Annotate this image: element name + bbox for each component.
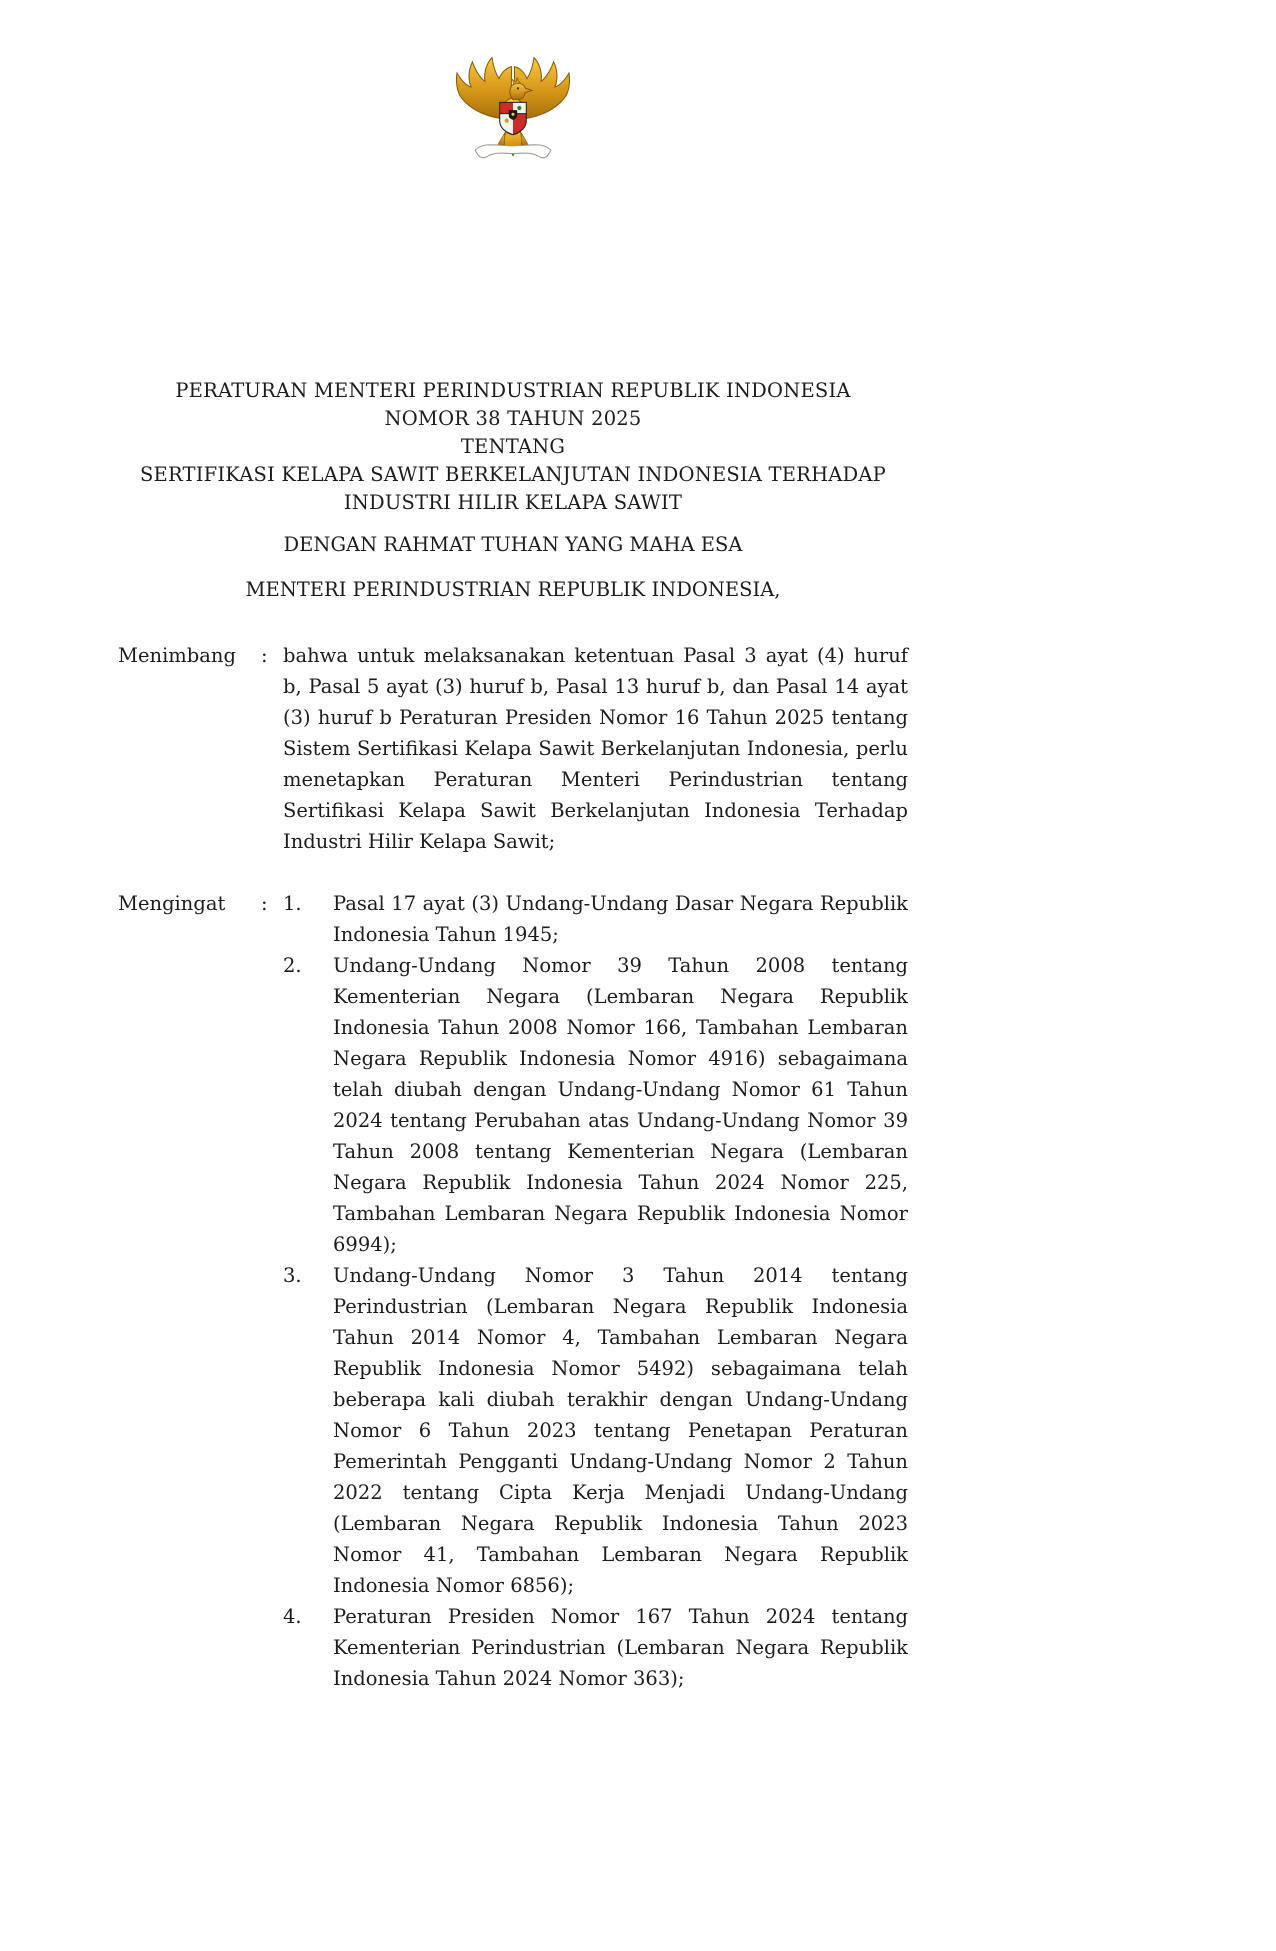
invocation-line: DENGAN RAHMAT TUHAN YANG MAHA ESA [283,533,743,556]
legal-basis-item-number: 3. [283,1264,302,1287]
authority-line: MENTERI PERINDUSTRIAN REPUBLIK INDONESIA, [245,578,781,601]
document-content-column [118,0,908,1694]
legal-basis-label: Mengingat [118,892,226,915]
title-line-subject-2: INDUSTRI HILIR KELAPA SAWIT [343,491,683,514]
legal-basis-item-text: Peraturan Presiden Nomor 167 Tahun 2024 tentang Kementerian Perindustrian (Lembaran Negara Republik Indonesia Tahun 2024 Nomor 363); [333,1605,908,1690]
legal-basis-item-number: 4. [283,1605,302,1628]
legal-basis-item [283,888,908,950]
legal-basis-item-number: 1. [283,892,302,915]
considering-separator: : [261,644,268,667]
title-line-number: NOMOR 38 TAHUN 2025 [384,407,642,430]
title-line-subject-1: SERTIFIKASI KELAPA SAWIT BERKELANJUTAN INDONESIA TERHADAP [140,463,886,486]
legal-basis-item [283,1601,908,1694]
legal-basis-item [283,950,908,1260]
legal-basis-item-text: Undang-Undang Nomor 39 Tahun 2008 tentang Kementerian Negara (Lembaran Negara Republik Indonesia Tahun 2008 Nomor 166, Tambahan Lembaran Negara Republik Indonesia Nomor 4916) sebagaimana telah diubah dengan Undang-Undang Nomor 61 Tahun 2024 tentang Perubahan atas Undang-Undang Nomor 39 Tahun 2008 tentang Kementerian Negara (Lembaran Negara Republik Indonesia Tahun 2024 Nomor 225, Tambahan Lembaran Negara Republik Indonesia Nomor 6994); [333,954,908,1256]
garuda-pancasila-emblem [118,0,908,171]
legal-basis-item-text: Pasal 17 ayat (3) Undang-Undang Dasar Negara Republik Indonesia Tahun 1945; [333,892,908,946]
legal-basis-item-text: Undang-Undang Nomor 3 Tahun 2014 tentang Perindustrian (Lembaran Negara Republik Indonesia Tahun 2014 Nomor 4, Tambahan Lembaran Negara Republik Indonesia Nomor 5492) sebagaimana telah beberapa kali diubah terakhir dengan Undang-Undang Nomor 6 Tahun 2023 tentang Penetapan Peraturan Pemerintah Pengganti Undang-Undang Nomor 2 Tahun 2022 tentang Cipta Kerja Menjadi Undang-Undang (Lembaran Negara Republik Indonesia Tahun 2023 Nomor 41, Tambahan Lembaran Negara Republik Indonesia Nomor 6856); [333,1264,908,1597]
title-block [118,377,908,517]
considering-section [118,640,908,857]
considering-label: Menimbang [118,644,236,667]
legal-basis-item-number: 2. [283,954,302,977]
title-line-tentang: TENTANG [460,435,566,458]
legal-basis-item [283,1260,908,1601]
legal-basis-separator: : [261,892,268,915]
considering-text: bahwa untuk melaksanakan ketentuan Pasal 3 ayat (4) huruf b, Pasal 5 ayat (3) huruf b, Pasal 13 huruf b, dan Pasal 14 ayat (3) huruf b Peraturan Presiden Nomor 16 Tahun 2025 tentang Sistem Sertifikasi Kelapa Sawit Berkelanjutan Indonesia, perlu menetapkan Peraturan Menteri Perindustrian tentang Sertifikasi Kelapa Sawit Berkelanjutan Indonesia Terhadap Industri Hilir Kelapa Sawit; [283,644,908,853]
garuda-pancasila-icon [443,52,583,171]
legal-basis-section [118,888,908,1694]
title-line-regulation: PERATURAN MENTERI PERINDUSTRIAN REPUBLIK INDONESIA [175,379,851,402]
legal-basis-list [283,888,908,1694]
